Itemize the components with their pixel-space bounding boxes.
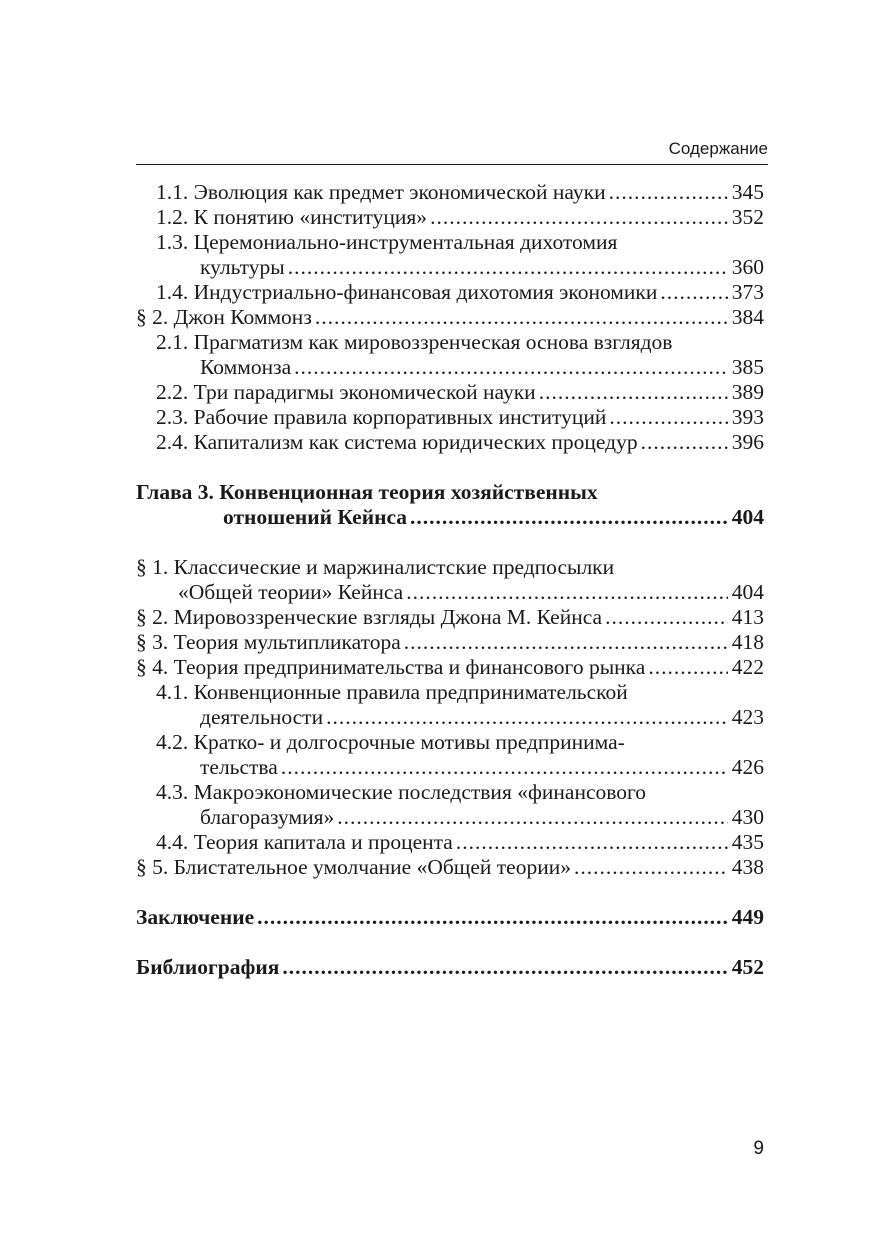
page-ref: 422 (731, 655, 764, 679)
leader-dots (641, 430, 728, 455)
toc-entry[interactable] (136, 405, 764, 430)
entry-title: § 2. Джон Коммонз (136, 305, 312, 329)
entry-title: 2.1. Прагматизм как мировоззренческая основа взглядов (156, 330, 673, 354)
header-rule (136, 164, 768, 165)
entry-title: 2.4. Капитализм как система юридических процедур (156, 430, 638, 454)
entry-line (136, 955, 764, 980)
entry-line (136, 330, 764, 355)
entry-title: 2.3. Рабочие правила корпоративных институций (156, 405, 607, 429)
toc-entry[interactable] (136, 205, 764, 230)
toc-entry[interactable] (136, 280, 764, 305)
toc-chapter-3[interactable] (136, 480, 764, 530)
entry-line (136, 705, 764, 730)
entry-title: § 4. Теория предпринимательства и финансового рынка (136, 655, 646, 679)
page-ref: 418 (731, 630, 764, 654)
toc-entry[interactable] (136, 330, 764, 380)
entry-line (136, 555, 764, 580)
toc-entry[interactable] (136, 555, 764, 605)
entry-title: Заключение (136, 905, 255, 929)
chapter-title-line (136, 480, 764, 505)
page-ref: 435 (731, 830, 764, 854)
toc-entry[interactable] (136, 830, 764, 855)
entry-line (136, 605, 764, 630)
entry-line (136, 430, 764, 455)
page-ref: 404 (731, 580, 764, 604)
leader-dots (539, 380, 728, 405)
entry-title: 2.2. Три парадигмы экономической науки (156, 380, 536, 404)
entry-line (136, 580, 764, 605)
leader-dots (574, 855, 728, 880)
leader-dots (337, 805, 727, 830)
toc-entry[interactable] (136, 305, 764, 330)
entry-line (136, 755, 764, 780)
entry-line (136, 630, 764, 655)
toc-entry[interactable] (136, 655, 764, 680)
toc-conclusion[interactable] (136, 905, 764, 930)
leader-dots (326, 705, 728, 730)
spacer (136, 530, 764, 555)
entry-title: § 2. Мировоззренческие взгляды Джона М. Кейнса (136, 605, 603, 629)
entry-title: 1.2. К понятию «институция» (156, 205, 428, 229)
entry-title: 1.4. Индустриально-финансовая дихотомия экономики (156, 280, 658, 304)
leader-dots (430, 205, 728, 230)
entry-title-cont: тельства (200, 755, 278, 779)
leader-dots (282, 955, 727, 980)
entry-line (136, 855, 764, 880)
entry-title: 4.3. Макроэкономические последствия «финансового (156, 780, 647, 804)
spacer (136, 930, 764, 955)
leader-dots (609, 180, 728, 205)
leader-dots (257, 905, 728, 930)
entry-line (136, 680, 764, 705)
entry-line (136, 655, 764, 680)
spacer (136, 455, 764, 480)
leader-dots (609, 405, 727, 430)
entry-title: 1.3. Церемониально-инструментальная дихотомия (156, 230, 618, 254)
leader-dots (660, 280, 727, 305)
chapter-title: Глава 3. Конвенционная теория хозяйственных (136, 480, 598, 504)
page-ref: 423 (731, 705, 764, 729)
entry-title: § 5. Блистательное умолчание «Общей теории» (136, 855, 571, 879)
page-ref: 385 (731, 355, 764, 379)
leader-dots (410, 505, 728, 530)
page-ref: 396 (731, 430, 764, 454)
leader-dots (456, 830, 728, 855)
toc-entry[interactable] (136, 855, 764, 880)
entry-title: 4.2. Кратко- и долгосрочные мотивы предпринима- (156, 730, 625, 754)
page-ref: 389 (731, 380, 764, 404)
leader-dots (605, 605, 728, 630)
leader-dots (315, 305, 728, 330)
page-ref: 413 (731, 605, 764, 629)
page-ref: 384 (731, 305, 764, 329)
toc-entry[interactable] (136, 430, 764, 455)
toc-entry[interactable] (136, 680, 764, 730)
entry-line (136, 205, 764, 230)
entry-title-cont: Коммонза (200, 355, 292, 379)
entry-title: 4.4. Теория капитала и процента (156, 830, 453, 854)
page-ref: 393 (731, 405, 764, 429)
leader-dots (281, 755, 728, 780)
entry-line (136, 405, 764, 430)
entry-line (136, 305, 764, 330)
toc-part-1 (136, 180, 764, 455)
entry-line (136, 905, 764, 930)
entry-title-cont: культуры (200, 255, 285, 279)
toc-entry[interactable] (136, 730, 764, 780)
page-ref: 373 (731, 280, 764, 304)
toc-bibliography[interactable] (136, 955, 764, 980)
page-ref: 360 (731, 255, 764, 279)
toc-entry[interactable] (136, 380, 764, 405)
leader-dots (404, 630, 728, 655)
entry-line (136, 230, 764, 255)
running-header: Содержание (668, 139, 768, 158)
entry-line (136, 255, 764, 280)
toc-entry[interactable] (136, 180, 764, 205)
chapter-title-line (136, 505, 764, 530)
entry-title: § 3. Теория мультипликатора (136, 630, 401, 654)
page-ref: 452 (731, 955, 764, 979)
entry-title-cont: благоразумия» (200, 805, 335, 829)
page-ref: 449 (731, 905, 764, 929)
toc-entry[interactable] (136, 630, 764, 655)
entry-title: 1.1. Эволюция как предмет экономической науки (156, 180, 606, 204)
page-ref: 345 (731, 180, 764, 204)
page-ref: 352 (731, 205, 764, 229)
toc-entry[interactable] (136, 780, 764, 830)
entry-title: 4.1. Конвенционные правила предпринимательской (156, 680, 628, 704)
entry-line (136, 180, 764, 205)
entry-line (136, 280, 764, 305)
entry-line (136, 780, 764, 805)
toc-entry[interactable] (136, 230, 764, 280)
leader-dots (294, 355, 728, 380)
page-ref: 426 (731, 755, 764, 779)
page-number: 9 (753, 1138, 764, 1159)
chapter-title-cont: отношений Кейнса (223, 505, 408, 529)
leader-dots (406, 580, 728, 605)
entry-title-cont: деятельности (200, 705, 324, 729)
entry-line (136, 830, 764, 855)
entry-line (136, 380, 764, 405)
table-of-contents (136, 180, 764, 980)
page-ref: 438 (731, 855, 764, 879)
page-ref: 430 (731, 805, 764, 829)
leader-dots (288, 255, 728, 280)
entry-title: § 1. Классические и маржиналистские предпосылки (136, 555, 615, 579)
page-ref: 404 (731, 505, 764, 529)
toc-entry[interactable] (136, 605, 764, 630)
entry-title: Библиография (136, 955, 280, 979)
leader-dots (648, 655, 727, 680)
entry-line (136, 805, 764, 830)
spacer (136, 880, 764, 905)
toc-part-2 (136, 555, 764, 880)
entry-line (136, 730, 764, 755)
entry-title-cont: «Общей теории» Кейнса (178, 580, 404, 604)
entry-line (136, 355, 764, 380)
